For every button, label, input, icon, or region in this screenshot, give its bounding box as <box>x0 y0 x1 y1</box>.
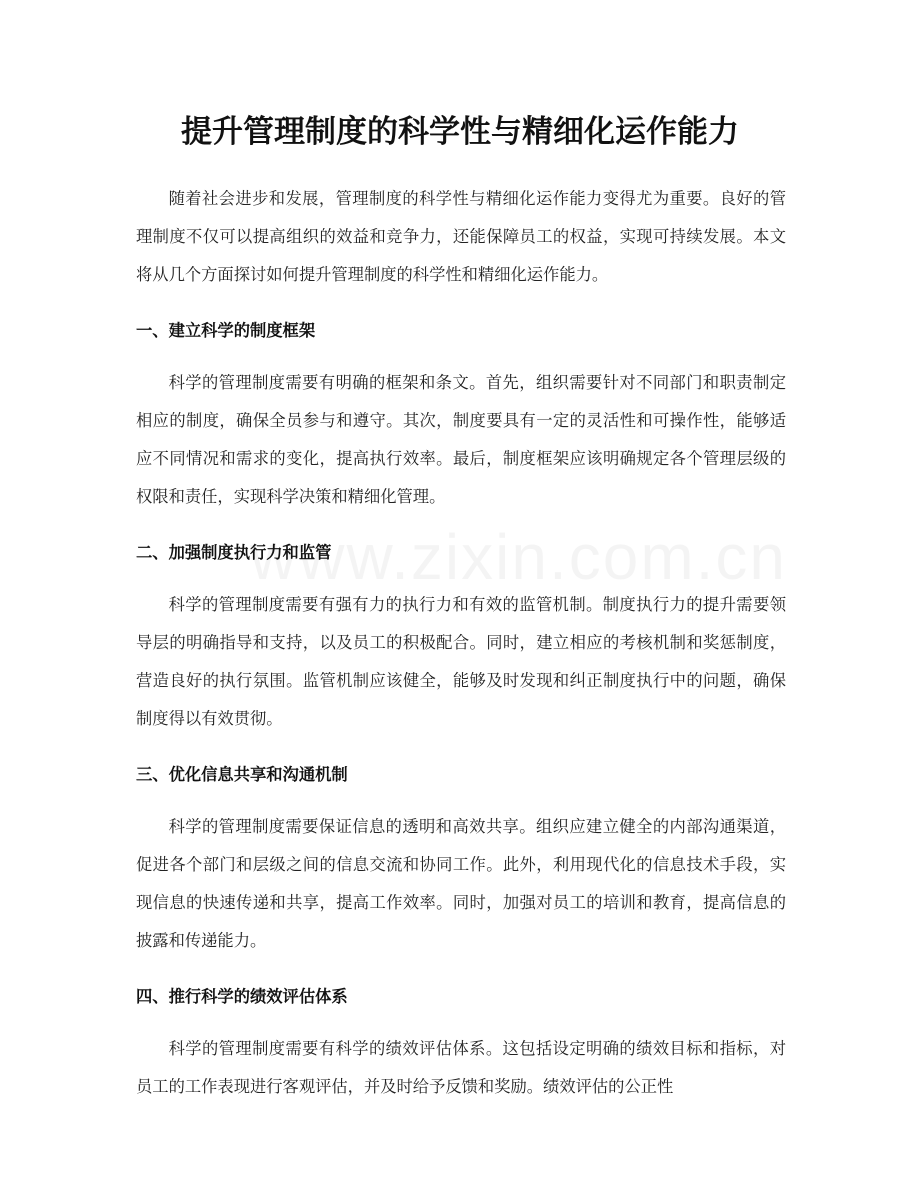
document-title: 提升管理制度的科学性与精细化运作能力 <box>181 114 739 150</box>
section-paragraph-3: 科学的管理制度需要保证信息的透明和高效共享。组织应建立健全的内部沟通渠道，促进各个部门和层级之间的信息交流和协同工作。此外，利用现代化的信息技术手段，实现信息的快速传递和共享，提高工作效率。同时，加强对员工的培训和教育，提高信息的披露和传递能力。 <box>136 817 786 950</box>
document-body <box>136 180 786 1128</box>
section-heading-3: 三、优化信息共享和沟通机制 <box>136 765 348 784</box>
section-paragraph-2: 科学的管理制度需要有强有力的执行力和有效的监管机制。制度执行力的提升需要领导层的明确指导和支持，以及员工的积极配合。同时，建立相应的考核机制和奖惩制度，营造良好的执行氛围。监管机制应该健全，能够及时发现和纠正制度执行中的问题，确保制度得以有效贯彻。 <box>136 595 786 728</box>
section-heading-1: 一、建立科学的制度框架 <box>136 321 316 340</box>
section-heading-4: 四、推行科学的绩效评估体系 <box>136 987 348 1006</box>
intro-paragraph: 随着社会进步和发展，管理制度的科学性与精细化运作能力变得尤为重要。良好的管理制度不仅可以提高组织的效益和竞争力，还能保障员工的权益，实现可持续发展。本文将从几个方面探讨如何提升管理制度的科学性和精细化运作能力。 <box>136 189 786 284</box>
section-paragraph-4: 科学的管理制度需要有科学的绩效评估体系。这包括设定明确的绩效目标和指标，对员工的工作表现进行客观评估，并及时给予反馈和奖励。绩效评估的公正性 <box>136 1039 786 1096</box>
section-paragraph-1: 科学的管理制度需要有明确的框架和条文。首先，组织需要针对不同部门和职责制定相应的制度，确保全员参与和遵守。其次，制度要具有一定的灵活性和可操作性，能够适应不同情况和需求的变化，提高执行效率。最后，制度框架应该明确规定各个管理层级的权限和责任，实现科学决策和精细化管理。 <box>136 373 786 506</box>
section-heading-2: 二、加强制度执行力和监管 <box>136 543 332 562</box>
